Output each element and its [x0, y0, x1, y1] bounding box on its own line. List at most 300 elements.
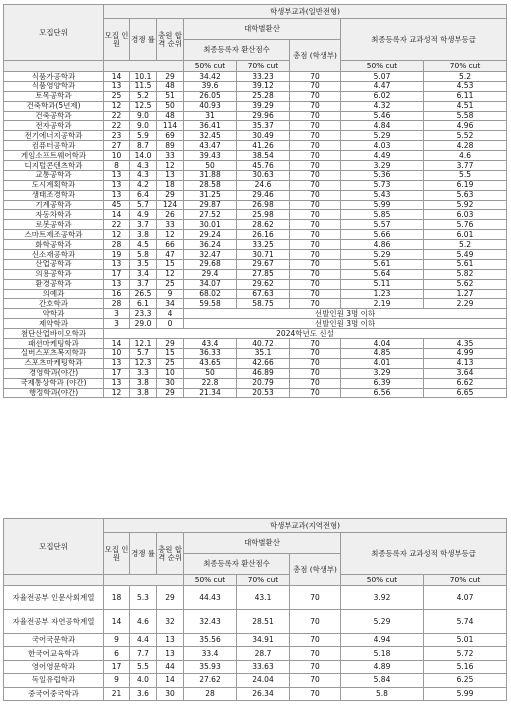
grade-cut70-cell: 6.19	[424, 180, 507, 190]
grade-cut50-cell: 1.23	[341, 289, 424, 299]
table-row	[4, 660, 507, 673]
cut70-cell: 34.91	[237, 634, 290, 647]
note-cell: 선발인원 3명 이하	[184, 319, 507, 329]
header-dept: 모집단위	[4, 519, 104, 575]
table-row	[4, 240, 507, 250]
waitlist-cell: 26	[157, 210, 184, 220]
grade-cut50-cell: 4.86	[341, 240, 424, 250]
total-cell: 70	[290, 81, 341, 91]
quota-cell: 28	[104, 240, 130, 250]
competition-cell: 5.8	[130, 250, 157, 260]
cut50-cell: 28	[184, 687, 237, 700]
grade-cut70-cell: 5.92	[424, 200, 507, 210]
cut50-cell: 31.25	[184, 190, 237, 200]
competition-cell: 4.9	[130, 210, 157, 220]
dept-cell: 의예과	[4, 289, 104, 299]
waitlist-cell: 29	[157, 586, 184, 610]
total-cell: 70	[290, 348, 341, 358]
dept-cell: 패션마케팅학과	[4, 339, 104, 349]
quota-cell: 18	[104, 586, 130, 610]
competition-cell: 3.3	[130, 368, 157, 378]
waitlist-cell: 18	[157, 180, 184, 190]
total-cell: 70	[290, 210, 341, 220]
cut70-cell: 67.63	[237, 289, 290, 299]
total-cell: 70	[290, 674, 341, 687]
header-grade-group: 최종등록자 교과성적 학생부등급	[341, 19, 507, 61]
grade-cut50-cell: 5.99	[341, 200, 424, 210]
quota-cell: 21	[104, 687, 130, 700]
table-row	[4, 674, 507, 687]
dept-cell: 게임소프트웨어학과	[4, 151, 104, 161]
competition-cell: 26.5	[130, 289, 157, 299]
grade-cut50-cell: 4.94	[341, 634, 424, 647]
grade-cut70-cell: 5.62	[424, 279, 507, 289]
dept-cell: 신소재공학과	[4, 250, 104, 260]
cut70-cell: 26.16	[237, 230, 290, 240]
table-row	[4, 368, 507, 378]
table-row	[4, 170, 507, 180]
grade-cut50-cell: 4.04	[341, 339, 424, 349]
cut70-cell: 29.62	[237, 279, 290, 289]
table-row	[4, 309, 507, 319]
table-row	[4, 687, 507, 700]
header-grade-cut70: 70% cut	[424, 61, 507, 72]
grade-cut50-cell: 3.92	[341, 586, 424, 610]
grade-cut70-cell: 5.74	[424, 610, 507, 634]
quota-cell: 3	[104, 319, 130, 329]
competition-cell: 4.3	[130, 170, 157, 180]
grade-cut50-cell: 5.46	[341, 111, 424, 121]
cut50-cell: 39.43	[184, 151, 237, 161]
grade-cut70-cell: 4.96	[424, 121, 507, 131]
cut70-cell: 30.63	[237, 170, 290, 180]
waitlist-cell: 32	[157, 610, 184, 634]
grade-cut70-cell: 5.58	[424, 111, 507, 121]
grade-cut50-cell: 4.85	[341, 348, 424, 358]
cut50-cell: 30.01	[184, 220, 237, 230]
header-grade-cut50: 50% cut	[341, 61, 424, 72]
grade-cut70-cell: 1.27	[424, 289, 507, 299]
competition-cell: 3.8	[130, 230, 157, 240]
grade-cut70-cell: 4.53	[424, 81, 507, 91]
competition-cell: 3.5	[130, 259, 157, 269]
dept-cell: 자율전공부 자연공학계열	[4, 610, 104, 634]
quota-cell: 10	[104, 348, 130, 358]
table-row	[4, 259, 507, 269]
cut50-cell: 39.6	[184, 81, 237, 91]
competition-cell: 9.0	[130, 111, 157, 121]
section-title: 학생부교과(지역전형)	[104, 519, 507, 533]
cut70-cell: 25.28	[237, 91, 290, 101]
total-cell: 70	[290, 240, 341, 250]
quota-cell: 14	[104, 610, 130, 634]
grade-cut50-cell: 5.64	[341, 269, 424, 279]
total-cell: 70	[290, 170, 341, 180]
dept-cell: 경영학과(야간)	[4, 368, 104, 378]
grade-cut50-cell: 4.84	[341, 121, 424, 131]
total-cell: 70	[290, 388, 341, 398]
dept-cell: 자동차학과	[4, 210, 104, 220]
competition-cell: 5.2	[130, 91, 157, 101]
cut50-cell: 33.4	[184, 647, 237, 660]
header-grade-cut70: 70% cut	[424, 575, 507, 586]
dept-cell: 산업공학과	[4, 259, 104, 269]
dept-cell: 교통공학과	[4, 170, 104, 180]
quota-cell: 13	[104, 378, 130, 388]
header-cut70: 70% cut	[237, 61, 290, 72]
table-row	[4, 141, 507, 151]
header-spacer	[104, 61, 184, 72]
cut50-cell: 36.33	[184, 348, 237, 358]
cut50-cell: 35.93	[184, 660, 237, 673]
total-cell: 70	[290, 200, 341, 210]
table-row	[4, 121, 507, 131]
header-total: 총점 (학생부)	[290, 554, 341, 586]
dept-cell: 행정학과(야간)	[4, 388, 104, 398]
competition-cell: 4.0	[130, 674, 157, 687]
competition-cell: 4.3	[130, 161, 157, 171]
cut50-cell: 31	[184, 111, 237, 121]
dept-cell: 제약학과	[4, 319, 104, 329]
grade-cut70-cell: 5.2	[424, 72, 507, 82]
grade-cut50-cell: 5.73	[341, 180, 424, 190]
dept-cell: 스포츠마케팅학과	[4, 358, 104, 368]
dept-cell: 식품가공학과	[4, 72, 104, 82]
cut50-cell: 34.07	[184, 279, 237, 289]
competition-cell: 8.7	[130, 141, 157, 151]
quota-cell: 10	[104, 151, 130, 161]
grade-cut50-cell: 2.19	[341, 299, 424, 309]
total-cell: 70	[290, 131, 341, 141]
competition-cell: 3.8	[130, 388, 157, 398]
total-cell: 70	[290, 230, 341, 240]
grade-cut70-cell: 5.01	[424, 634, 507, 647]
cut50-cell: 43.65	[184, 358, 237, 368]
grade-cut50-cell: 5.36	[341, 170, 424, 180]
table-row	[4, 339, 507, 349]
dept-cell: 생태조경학과	[4, 190, 104, 200]
table-row	[4, 586, 507, 610]
cut70-cell: 29.46	[237, 190, 290, 200]
grade-cut70-cell: 4.99	[424, 348, 507, 358]
cut70-cell: 35.1	[237, 348, 290, 358]
grade-cut70-cell: 6.01	[424, 230, 507, 240]
waitlist-cell: 15	[157, 259, 184, 269]
grade-cut70-cell: 5.2	[424, 240, 507, 250]
total-cell: 70	[290, 339, 341, 349]
cut50-cell: 22.8	[184, 378, 237, 388]
grade-cut70-cell: 5.16	[424, 660, 507, 673]
cut70-cell: 45.76	[237, 161, 290, 171]
quota-cell: 25	[104, 91, 130, 101]
header-competition: 경쟁 률	[130, 533, 157, 575]
quota-cell: 23	[104, 131, 130, 141]
table-row	[4, 348, 507, 358]
grade-cut70-cell: 4.13	[424, 358, 507, 368]
dept-cell: 컴퓨터공학과	[4, 141, 104, 151]
grade-cut50-cell: 3.29	[341, 368, 424, 378]
dept-cell: 디지털콘텐츠학과	[4, 161, 104, 171]
table-row	[4, 161, 507, 171]
table-row	[4, 250, 507, 260]
cut50-cell: 50	[184, 161, 237, 171]
cut50-cell: 27.52	[184, 210, 237, 220]
grade-cut50-cell: 4.32	[341, 101, 424, 111]
waitlist-cell: 33	[157, 151, 184, 161]
total-cell: 70	[290, 358, 341, 368]
waitlist-cell: 25	[157, 279, 184, 289]
competition-cell: 11.5	[130, 81, 157, 91]
competition-cell: 3.4	[130, 269, 157, 279]
grade-cut50-cell: 5.18	[341, 647, 424, 660]
waitlist-cell: 69	[157, 131, 184, 141]
cut70-cell: 35.37	[237, 121, 290, 131]
dept-cell: 한국어교육학과	[4, 647, 104, 660]
table-row	[4, 151, 507, 161]
header-conversion-group: 대학별환산	[184, 19, 341, 40]
dept-cell: 건축학과(5년제)	[4, 101, 104, 111]
quota-cell: 16	[104, 289, 130, 299]
waitlist-cell: 124	[157, 200, 184, 210]
waitlist-cell: 12	[157, 269, 184, 279]
dept-cell: 영어영문학과	[4, 660, 104, 673]
header-total: 총점 (학생부)	[290, 40, 341, 72]
dept-cell: 환경공학과	[4, 279, 104, 289]
quota-cell: 6	[104, 647, 130, 660]
header-cut50: 50% cut	[184, 575, 237, 586]
dept-cell: 토목공학과	[4, 91, 104, 101]
waitlist-cell: 89	[157, 141, 184, 151]
waitlist-cell: 13	[157, 170, 184, 180]
dept-cell: 건축공학과	[4, 111, 104, 121]
grade-cut50-cell: 5.29	[341, 131, 424, 141]
quota-cell: 13	[104, 190, 130, 200]
dept-cell: 국어국문학과	[4, 634, 104, 647]
dept-cell: 실버스포츠복지학과	[4, 348, 104, 358]
grade-cut70-cell: 3.64	[424, 368, 507, 378]
total-cell: 70	[290, 687, 341, 700]
dept-cell: 독일유럽학과	[4, 674, 104, 687]
cut70-cell: 40.72	[237, 339, 290, 349]
dept-cell: 기계공학과	[4, 200, 104, 210]
dept-cell: 도시계획학과	[4, 180, 104, 190]
dept-cell: 의용공학과	[4, 269, 104, 279]
cut50-cell: 26.05	[184, 91, 237, 101]
quota-cell: 9	[104, 674, 130, 687]
dept-cell: 첨단산업바이오학과	[4, 329, 104, 339]
total-cell: 70	[290, 660, 341, 673]
competition-cell: 6.4	[130, 190, 157, 200]
total-cell: 70	[290, 368, 341, 378]
total-cell: 70	[290, 279, 341, 289]
cut50-cell: 32.43	[184, 610, 237, 634]
header-cut50: 50% cut	[184, 61, 237, 72]
header-waitlist: 충원 합격 순위	[157, 19, 184, 61]
cut70-cell: 39.12	[237, 81, 290, 91]
competition-cell: 12.5	[130, 101, 157, 111]
table-row	[4, 81, 507, 91]
cut70-cell: 26.34	[237, 687, 290, 700]
cut50-cell: 68.02	[184, 289, 237, 299]
general-admission-table	[3, 4, 507, 398]
quota-cell: 12	[104, 101, 130, 111]
regional-admission-table	[3, 518, 507, 701]
competition-cell: 9.0	[130, 121, 157, 131]
cut70-cell: 33.23	[237, 72, 290, 82]
cut70-cell: 42.66	[237, 358, 290, 368]
cut50-cell: 29.24	[184, 230, 237, 240]
table-row	[4, 230, 507, 240]
header-spacer	[104, 575, 184, 586]
table-row	[4, 91, 507, 101]
cut70-cell: 20.53	[237, 388, 290, 398]
quota-cell: 13	[104, 358, 130, 368]
competition-cell: 29.0	[130, 319, 157, 329]
quota-cell: 17	[104, 269, 130, 279]
competition-cell: 23.3	[130, 309, 157, 319]
grade-cut70-cell: 5.61	[424, 259, 507, 269]
grade-cut70-cell: 5.49	[424, 250, 507, 260]
header-dept-spacer	[4, 61, 104, 72]
section-title: 학생부교과(일반전형)	[104, 5, 507, 19]
cut70-cell: 46.89	[237, 368, 290, 378]
cut50-cell: 21.34	[184, 388, 237, 398]
grade-cut50-cell: 5.84	[341, 674, 424, 687]
note-cell: 선발인원 3명 이하	[184, 309, 507, 319]
quota-cell: 14	[104, 72, 130, 82]
grade-cut70-cell: 4.07	[424, 586, 507, 610]
total-cell: 70	[290, 72, 341, 82]
waitlist-cell: 33	[157, 220, 184, 230]
cut50-cell: 31.88	[184, 170, 237, 180]
cut70-cell: 41.26	[237, 141, 290, 151]
table-row	[4, 634, 507, 647]
quota-cell: 14	[104, 339, 130, 349]
total-cell: 70	[290, 299, 341, 309]
waitlist-cell: 30	[157, 687, 184, 700]
grade-cut70-cell: 3.77	[424, 161, 507, 171]
dept-cell: 자율전공부 인문사회계열	[4, 586, 104, 610]
waitlist-cell: 15	[157, 348, 184, 358]
cut70-cell: 33.25	[237, 240, 290, 250]
cut50-cell: 59.58	[184, 299, 237, 309]
header-dept-spacer	[4, 575, 104, 586]
grade-cut50-cell: 5.43	[341, 190, 424, 200]
table-row	[4, 72, 507, 82]
header-conversion-group: 대학별환산	[184, 533, 341, 554]
grade-cut50-cell: 5.66	[341, 230, 424, 240]
quota-cell: 13	[104, 259, 130, 269]
competition-cell: 4.2	[130, 180, 157, 190]
waitlist-cell: 14	[157, 674, 184, 687]
table-row	[4, 329, 507, 339]
quota-cell: 17	[104, 660, 130, 673]
waitlist-cell: 10	[157, 368, 184, 378]
grade-cut70-cell: 6.03	[424, 210, 507, 220]
cut50-cell: 29.87	[184, 200, 237, 210]
cut50-cell: 43.47	[184, 141, 237, 151]
competition-cell: 5.7	[130, 348, 157, 358]
quota-cell: 22	[104, 111, 130, 121]
waitlist-cell: 0	[157, 319, 184, 329]
grade-cut50-cell: 6.02	[341, 91, 424, 101]
table-row	[4, 190, 507, 200]
cut70-cell: 29.96	[237, 111, 290, 121]
cut70-cell: 26.98	[237, 200, 290, 210]
table-row	[4, 358, 507, 368]
grade-cut50-cell: 4.49	[341, 151, 424, 161]
header-grade-group: 최종등록자 교과성적 학생부등급	[341, 533, 507, 575]
grade-cut70-cell: 4.6	[424, 151, 507, 161]
dept-cell: 화학공학과	[4, 240, 104, 250]
header-final-score: 최종등록자 환산점수	[184, 554, 290, 575]
grade-cut70-cell: 4.35	[424, 339, 507, 349]
competition-cell: 3.8	[130, 378, 157, 388]
quota-cell: 13	[104, 81, 130, 91]
header-cut70: 70% cut	[237, 575, 290, 586]
table-row	[4, 610, 507, 634]
waitlist-cell: 13	[157, 634, 184, 647]
cut70-cell: 20.79	[237, 378, 290, 388]
cut70-cell: 28.7	[237, 647, 290, 660]
quota-cell: 13	[104, 170, 130, 180]
table-row	[4, 299, 507, 309]
table-row	[4, 289, 507, 299]
table-row	[4, 180, 507, 190]
quota-cell: 22	[104, 121, 130, 131]
cut70-cell: 29.67	[237, 259, 290, 269]
cut70-cell: 33.63	[237, 660, 290, 673]
grade-cut50-cell: 5.85	[341, 210, 424, 220]
cut70-cell: 30.71	[237, 250, 290, 260]
total-cell: 70	[290, 378, 341, 388]
cut50-cell: 32.47	[184, 250, 237, 260]
table-row	[4, 269, 507, 279]
grade-cut70-cell: 4.51	[424, 101, 507, 111]
grade-cut50-cell: 4.47	[341, 81, 424, 91]
table-row	[4, 210, 507, 220]
grade-cut50-cell: 4.03	[341, 141, 424, 151]
cut70-cell: 27.85	[237, 269, 290, 279]
competition-cell: 5.7	[130, 200, 157, 210]
grade-cut70-cell: 6.11	[424, 91, 507, 101]
grade-cut50-cell: 5.29	[341, 250, 424, 260]
competition-cell: 14.0	[130, 151, 157, 161]
grade-cut50-cell: 5.57	[341, 220, 424, 230]
waitlist-cell: 48	[157, 81, 184, 91]
dept-cell: 스마트제조공학과	[4, 230, 104, 240]
dept-cell: 로봇공학과	[4, 220, 104, 230]
grade-cut70-cell: 5.76	[424, 220, 507, 230]
competition-cell: 6.1	[130, 299, 157, 309]
quota-cell: 19	[104, 250, 130, 260]
total-cell: 70	[290, 259, 341, 269]
cut50-cell: 36.41	[184, 121, 237, 131]
total-cell: 70	[290, 269, 341, 279]
waitlist-cell: 4	[157, 309, 184, 319]
cut70-cell: 30.49	[237, 131, 290, 141]
grade-cut50-cell: 3.29	[341, 161, 424, 171]
grade-cut70-cell: 5.82	[424, 269, 507, 279]
cut70-cell: 43.1	[237, 586, 290, 610]
cut50-cell: 29.68	[184, 259, 237, 269]
cut70-cell: 28.62	[237, 220, 290, 230]
waitlist-cell: 12	[157, 230, 184, 240]
cut50-cell: 43.4	[184, 339, 237, 349]
quota-cell: 45	[104, 200, 130, 210]
waitlist-cell: 29	[157, 72, 184, 82]
cut70-cell: 24.6	[237, 180, 290, 190]
